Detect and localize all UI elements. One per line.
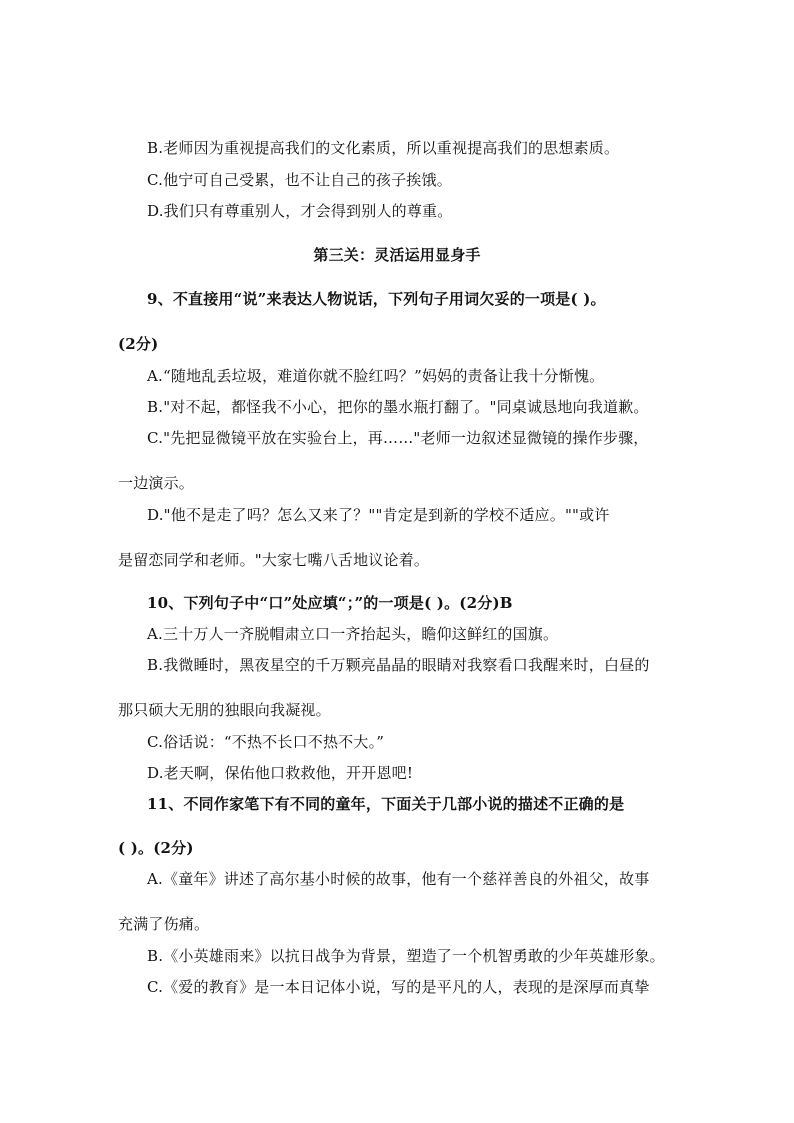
question-10-option-c: C.俗话说：“不热不长口不热不大。”: [147, 733, 385, 751]
question-9-option-a: A.“随地乱丢垃圾，难道你就不脸红吗？”妈妈的责备让我十分惭愧。: [147, 367, 605, 385]
section-title: 第三关：灵活运用显身手: [313, 246, 481, 264]
question-11-option-a-2: 充满了伤痛。: [118, 915, 210, 933]
question-11-option-b: B.《小英雄雨来》以抗日战争为背景，塑造了一个机智勇敢的少年英雄形象。: [147, 947, 665, 965]
question-11-option-c-1: C.《爱的教育》是一本日记体小说，写的是平凡的人，表现的是深厚而真挚: [147, 978, 650, 996]
option-c-line: C.他宁可自己受累，也不让自己的孩子挨饿。: [147, 171, 452, 189]
question-11-score: ( )。(2分): [118, 839, 194, 857]
question-11-stem: 11、不同作家笔下有不同的童年，下面关于几部小说的描述不正确的是: [147, 795, 625, 813]
question-9-option-d-1: D."他不是走了吗？怎么又来了？""肯定是到新的学校不适应。""或许: [147, 506, 610, 524]
option-b-line: B.老师因为重视提高我们的文化素质，所以重视提高我们的思想素质。: [147, 139, 620, 157]
question-11-option-a-1: A.《童年》讲述了高尔基小时候的故事，他有一个慈祥善良的外祖父，故事: [147, 870, 650, 888]
option-d-line: D.我们只有尊重别人，才会得到别人的尊重。: [147, 202, 453, 220]
question-9-option-c-2: 一边演示。: [118, 474, 195, 492]
question-10-option-a: A.三十万人一齐脱帽肃立口一齐抬起头，瞻仰这鲜红的国旗。: [147, 625, 559, 643]
question-10-stem: 10、下列句子中“口”处应填“；”的一项是( )。(2分)B: [147, 594, 513, 612]
question-9-option-d-2: 是留恋同学和老师。"大家七嘴八舌地议论着。: [118, 551, 430, 569]
question-9-stem: 9、不直接用“说”来表达人物说话，下列句子用词欠妥的一项是( )。: [147, 290, 606, 308]
question-9-score: (2分): [118, 335, 159, 353]
question-10-option-b-1: B.我微睡时，黑夜星空的千万颗亮晶晶的眼睛对我察看口我醒来时，白昼的: [147, 656, 650, 674]
question-9-option-c-1: C."先把显微镜平放在实验台上，再……"老师一边叙述显微镜的操作步骤，: [147, 429, 649, 447]
question-10-option-b-2: 那只硕大无朋的独眼向我凝视。: [118, 701, 331, 719]
question-9-option-b: B."对不起，都怪我不小心，把你的墨水瓶打翻了。"同桌诚恳地向我道歉。: [147, 398, 649, 416]
question-10-option-d: D.老天啊，保佑他口救救他，开开恩吧!: [147, 764, 414, 782]
